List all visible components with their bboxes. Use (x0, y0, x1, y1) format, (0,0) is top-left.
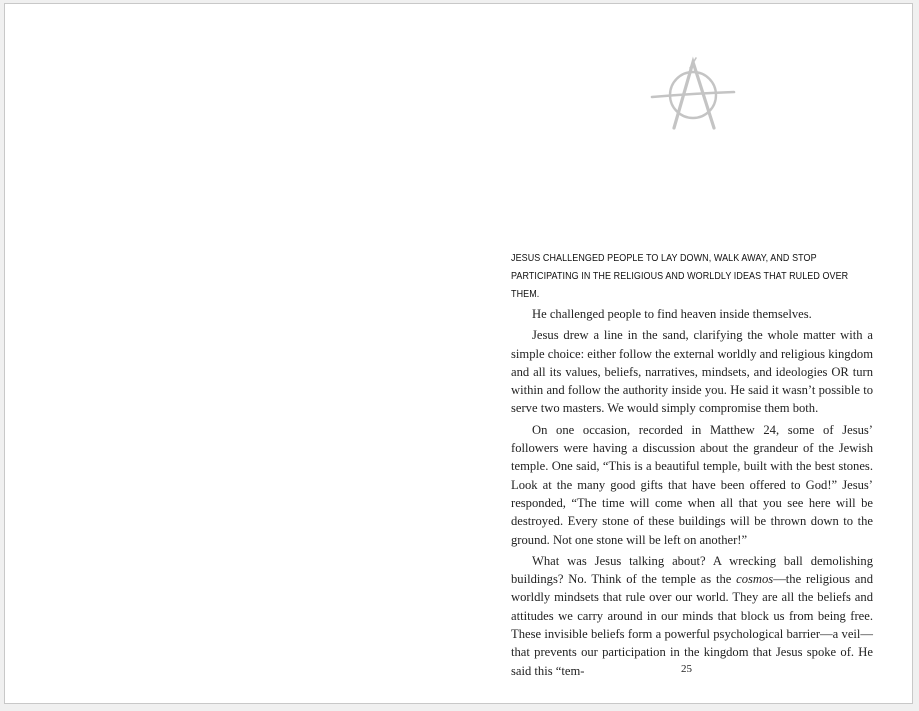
paragraph-3: On one occasion, recorded in Matthew 24, some of Jesus’ followers were having a discussion about the grandeur of the Jewish temple. One said, “This is a beautiful temple, built with the best stones. Look at the many good gifts that have been offered to God!” Jesus’ responded, “The time will come when all that you see here will be destroyed. Every stone of these buildings will be thrown down to the ground. Not one stone will be left on another!” (511, 422, 873, 547)
paragraph-2: Jesus drew a line in the sand, clarifying the whole matter with a simple choice: either follow the external worldly and religious kingdom and all its values, beliefs, narratives, mindsets, and ideologies OR turn within and follow the authority inside you. He said it wasn’t possible to serve two masters. We would simply compromise them both. (511, 328, 873, 416)
paragraph-4-start: What was Jesus talking about? A wrecking ball demolishing buildings? No. Think of the temple as the (511, 553, 873, 587)
chapter-lead-line: JESUS CHALLENGED PEOPLE TO LAY DOWN, WALK AWAY, AND STOP PARTICIPATING IN THE RELIGIOUS AND WORLDLY IDEAS THAT RULED OVER THEM. (511, 253, 849, 300)
paragraph-1: He challenged people to find heaven inside themselves. (532, 307, 812, 321)
paragraph-4 (511, 552, 873, 680)
anarchy-symbol-icon (650, 54, 736, 134)
left-page-blank (5, 4, 459, 703)
paragraph-4-italic-word: cosmos (736, 572, 774, 587)
page-number: 25 (681, 663, 692, 675)
paragraph-4-end: —the religious and worldly mindsets that rule over our world. They are all the beliefs and attitudes we carry around in our minds that block us from being free. These invisible beliefs form a powerful psychological barrier—a veil—that prevents our participation in the kingdom that Jesus spoke of. He said this “tem- (511, 572, 873, 678)
right-page (459, 4, 912, 703)
book-spread (4, 3, 913, 704)
body-text (511, 250, 873, 680)
